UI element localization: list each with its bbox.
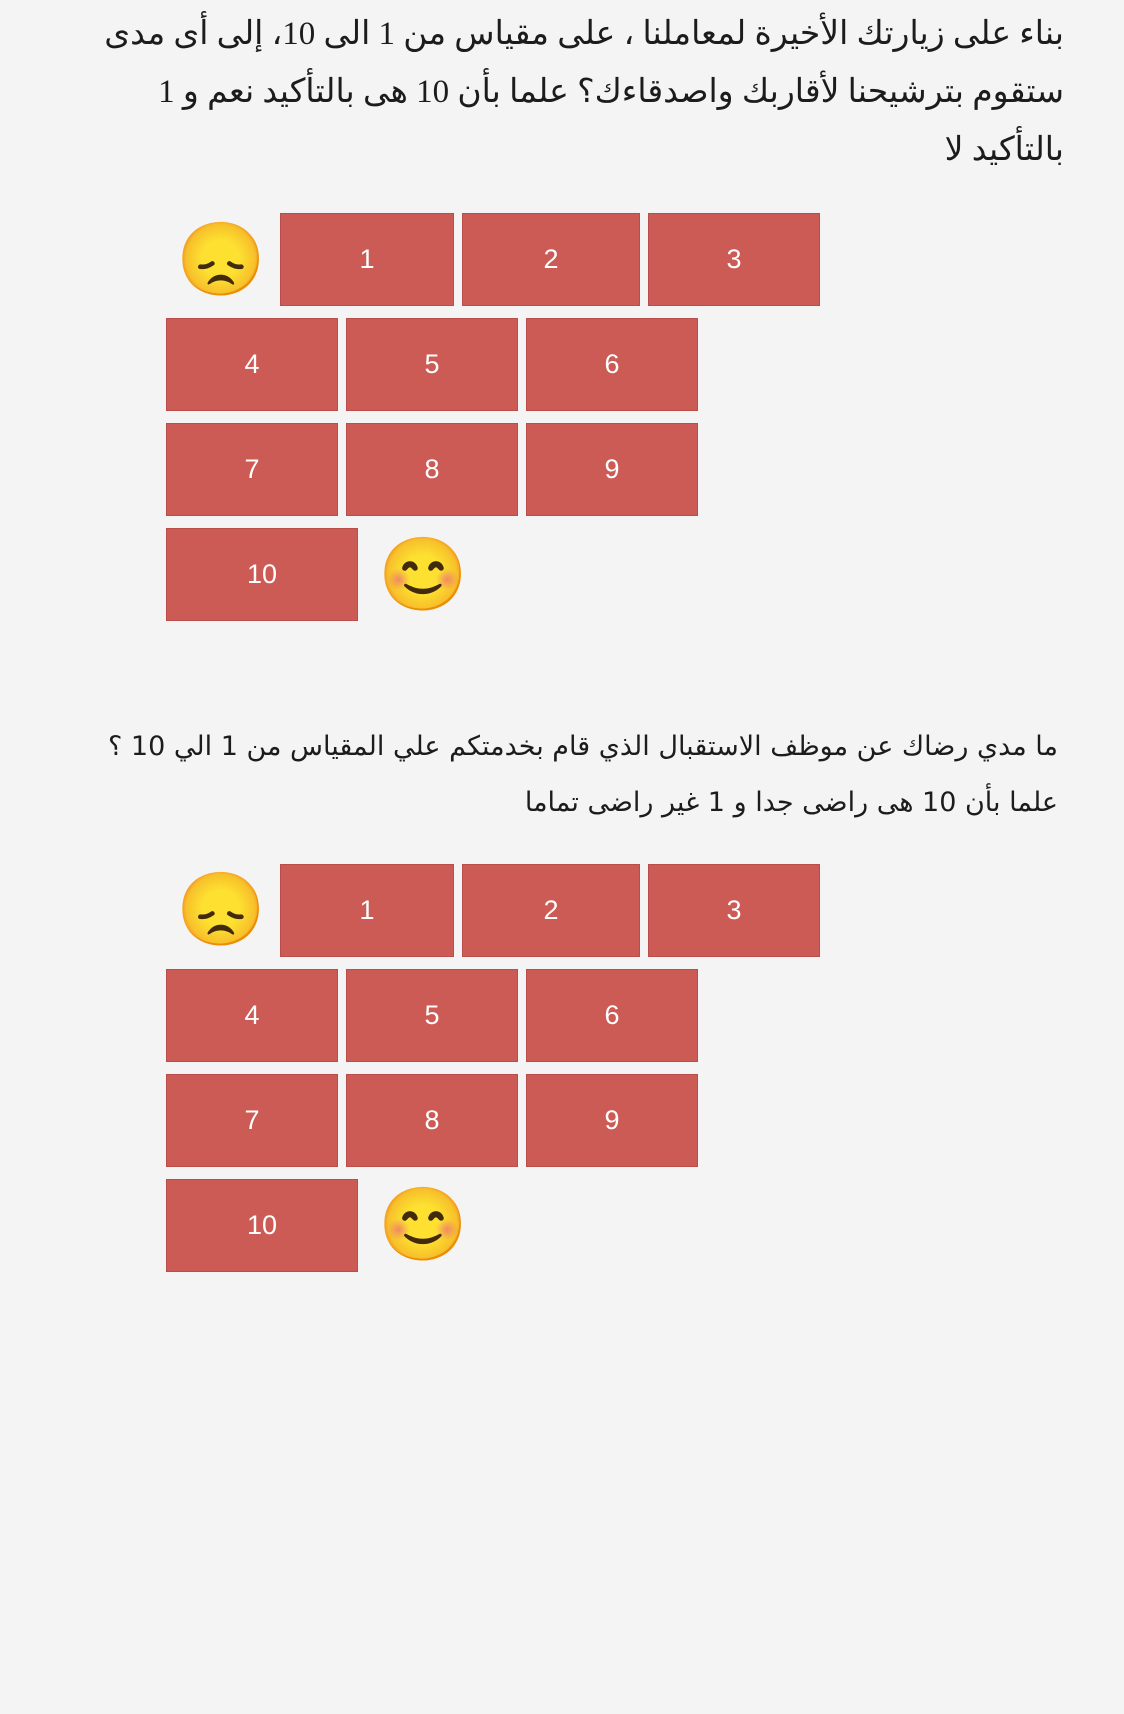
question-text-recommend: بناء على زيارتك الأخيرة لمعاملنا ، على مقياس من 1 الى 10، إلى أى مدى ستقوم بترشيحنا لأقاربك واصدقاءك؟ علما بأن 10 هى بالتأكيد نعم و 1 بالتأكيد لا [104, 16, 1064, 168]
rating-option-9[interactable]: 9 [526, 1074, 698, 1167]
rating-option-3[interactable]: 3 [648, 213, 820, 306]
rating-option-5[interactable]: 5 [346, 969, 518, 1062]
survey-question-block-recommend [0, 0, 1124, 621]
sad-face-icon: 😞 [176, 870, 266, 951]
rating-option-8[interactable]: 8 [346, 423, 518, 516]
section-divider-space [0, 633, 1124, 719]
rating-option-7[interactable]: 7 [166, 423, 338, 516]
rating-option-10[interactable]: 10 [166, 1179, 358, 1272]
smiling-face-icon: 😊 [378, 534, 468, 615]
rating-option-8[interactable]: 8 [346, 1074, 518, 1167]
rating-option-10[interactable]: 10 [166, 528, 358, 621]
sad-face-icon: 😞 [176, 219, 266, 300]
rating-option-6[interactable]: 6 [526, 969, 698, 1062]
smiling-face-icon: 😊 [378, 1185, 468, 1266]
survey-question-block-reception [0, 719, 1124, 1272]
rating-row [0, 318, 1124, 411]
rating-option-2[interactable]: 2 [462, 864, 640, 957]
rating-option-6[interactable]: 6 [526, 318, 698, 411]
rating-option-1[interactable]: 1 [280, 864, 454, 957]
rating-row [0, 969, 1124, 1062]
question-text-reception: ما مدي رضاك عن موظف الاستقبال الذي قام بخدمتكم علي المقياس من 1 الي 10 ؟ علما بأن 10 هى راضى جدا و 1 غير راضى تماما [108, 731, 1058, 818]
rating-row [0, 1074, 1124, 1167]
rating-option-2[interactable]: 2 [462, 213, 640, 306]
rating-option-3[interactable]: 3 [648, 864, 820, 957]
rating-scale-recommend [0, 213, 1124, 621]
rating-scale-reception [0, 864, 1124, 1272]
rating-row [0, 423, 1124, 516]
rating-option-1[interactable]: 1 [280, 213, 454, 306]
rating-row [0, 528, 1124, 621]
rating-option-7[interactable]: 7 [166, 1074, 338, 1167]
rating-row [0, 1179, 1124, 1272]
rating-option-4[interactable]: 4 [166, 318, 338, 411]
rating-row [0, 213, 1124, 306]
page-bottom-space [0, 1284, 1124, 1324]
rating-option-9[interactable]: 9 [526, 423, 698, 516]
rating-option-4[interactable]: 4 [166, 969, 338, 1062]
rating-option-5[interactable]: 5 [346, 318, 518, 411]
rating-row [0, 864, 1124, 957]
